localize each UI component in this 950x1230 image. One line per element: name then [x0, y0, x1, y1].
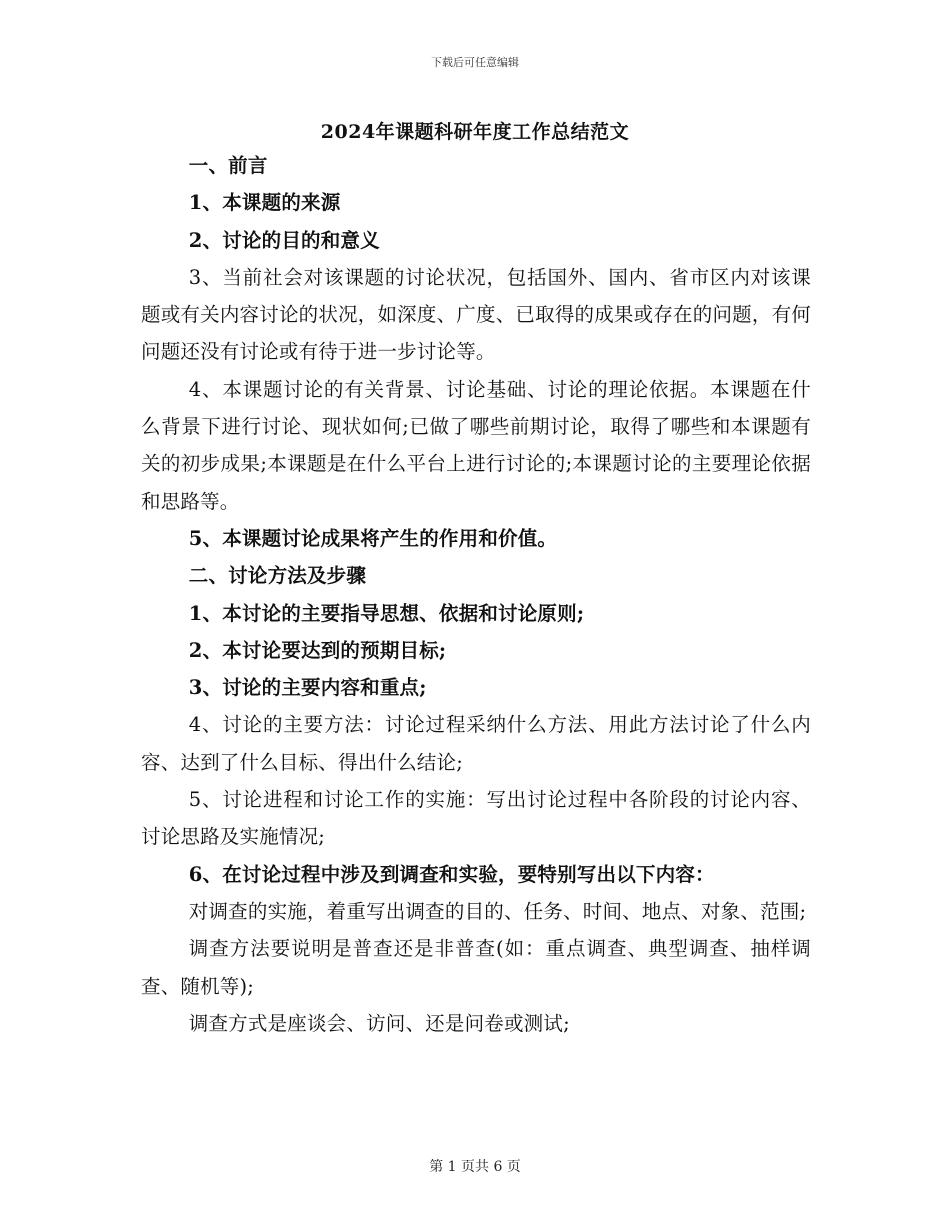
paragraph: 1、本讨论的主要指导思想、依据和讨论原则; — [188, 601, 585, 625]
paragraph: 一、前言 — [188, 154, 268, 177]
header-note: 下载后可任意编辑 — [431, 56, 519, 69]
paragraph: 调查方法要说明是普查还是非普查(如：重点调查、典型调查、抽样调查、随机等); — [141, 937, 811, 998]
paragraph: 1、本课题的来源 — [188, 191, 341, 215]
paragraph: 4、讨论的主要方法：讨论过程采纳什么方法、用此方法讨论了什么内容、达到了什么目标、得出什么结论; — [141, 713, 811, 774]
page-number: 第 1 页共 6 页 — [429, 1159, 521, 1175]
paragraph: 调查方式是座谈会、访问、还是问卷或测试; — [188, 1011, 570, 1035]
paragraph: 二、讨论方法及步骤 — [188, 564, 367, 588]
paragraph: 4、本课题讨论的有关背景、讨论基础、讨论的理论依据。本课题在什么背景下进行讨论、现状如何;已做了哪些前期讨论，取得了哪些和本课题有关的初步成果;本课题是在什么平台上进行讨论的;本课题讨论的主要理论依据和思路等。 — [141, 377, 811, 513]
paragraph: 5、本课题讨论成果将产生的作用和价值。 — [188, 526, 558, 550]
document-title: 2024年课题科研年度工作总结范文 — [320, 121, 630, 143]
document-body — [141, 147, 811, 1042]
paragraph: 对调查的实施，着重写出调查的目的、任务、时间、地点、对象、范围; — [188, 899, 807, 923]
paragraph: 2、讨论的目的和意义 — [188, 228, 380, 252]
paragraph: 6、在讨论过程中涉及到调查和实验，要特别写出以下内容： — [188, 862, 715, 886]
paragraph: 5、讨论进程和讨论工作的实施：写出讨论过程中各阶段的讨论内容、讨论思路及实施情况; — [141, 788, 811, 849]
paragraph: 3、讨论的主要内容和重点; — [188, 676, 427, 700]
paragraph: 3、当前社会对该课题的讨论状况，包括国外、国内、省市区内对该课题或有关内容讨论的状况，如深度、广度、已取得的成果或存在的问题，有何问题还没有讨论或有待于进一步讨论等。 — [141, 265, 811, 364]
paragraph: 2、本讨论要达到的预期目标; — [188, 638, 447, 662]
